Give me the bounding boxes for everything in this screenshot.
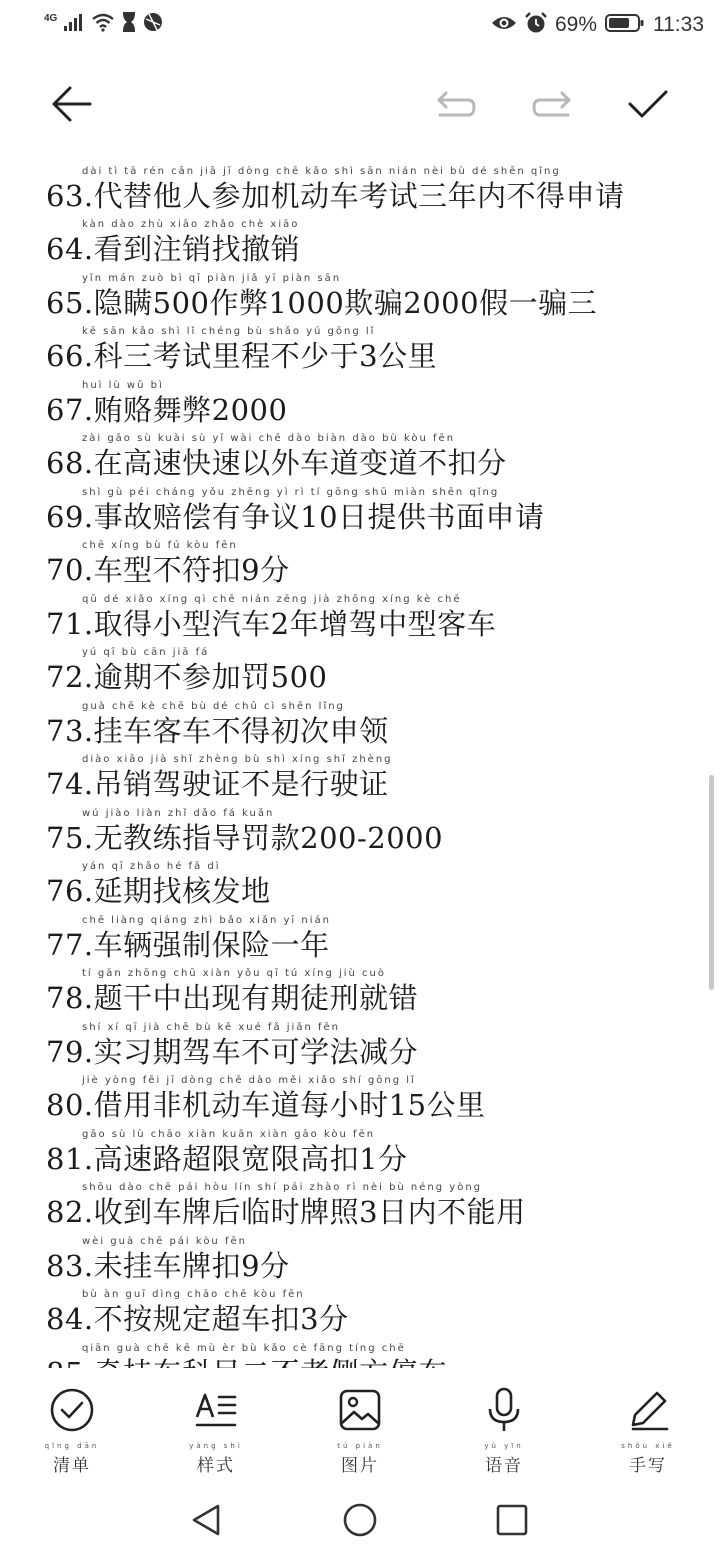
list-item[interactable] [46, 752, 393, 802]
status-left [44, 12, 163, 36]
nav-home-circle-icon [342, 1502, 378, 1542]
eye-icon [491, 14, 517, 36]
nav-back-button[interactable] [184, 1500, 228, 1544]
note-line-text: 65.隐瞒500作弊1000欺骗2000假一骗三 [46, 286, 598, 320]
pinyin-annotation: bù àn guī dìng chāo chē kòu fēn [82, 1289, 305, 1300]
list-item[interactable] [46, 485, 545, 535]
list-item[interactable] [46, 1127, 408, 1177]
text-style-icon [192, 1386, 240, 1434]
note-line-text: 64.看到注销找撤销 [46, 232, 301, 266]
pinyin-annotation: tí gān zhōng chū xiàn yǒu qī tú xíng jiù cuò [82, 968, 387, 979]
image-button[interactable] [305, 1386, 415, 1476]
pinyin-annotation: shōu dào chē pái hòu lín shí pái zhào rì nèi bù néng yòng [82, 1182, 483, 1193]
redo-icon [530, 87, 574, 125]
style-button[interactable] [161, 1386, 271, 1476]
arrow-left-icon [50, 84, 94, 128]
nav-back-triangle-icon [188, 1502, 224, 1542]
back-button[interactable] [48, 82, 96, 130]
list-item[interactable] [46, 592, 496, 642]
pinyin-annotation: gāo sù lù chāo xiàn kuān xiàn gāo kòu fēn [82, 1129, 376, 1140]
scrollbar[interactable] [709, 775, 714, 990]
note-line-text: 70.车型不符扣9分 [46, 553, 290, 587]
note-line-text: 84.不按规定超车扣3分 [46, 1302, 349, 1336]
pinyin-annotation: guà chē kè chē bù dé chū cì shēn lǐng [82, 701, 345, 712]
list-item[interactable] [46, 538, 290, 588]
note-line-text: 80.借用非机动车道每小时15公里 [46, 1088, 486, 1122]
done-button[interactable] [624, 82, 672, 130]
status-right [491, 12, 704, 38]
alarm-icon [525, 12, 547, 38]
editor-toolbar [0, 70, 720, 142]
pinyin-annotation: chē liàng qiáng zhì bǎo xiǎn yī nián [82, 915, 331, 926]
battery-icon [605, 13, 645, 37]
hourglass-icon [121, 12, 137, 36]
image-label: 图片 [341, 1456, 379, 1476]
note-line-text: 82.收到车牌后临时牌照3日内不能用 [46, 1195, 526, 1229]
note-line-text: 69.事故赔偿有争议10日提供书面申请 [46, 500, 545, 534]
list-item[interactable] [46, 164, 625, 214]
nav-recents-square-icon [494, 1502, 530, 1542]
note-line-text: 76.延期找核发地 [46, 874, 271, 908]
microphone-icon [480, 1386, 528, 1434]
list-item[interactable] [46, 1020, 418, 1070]
note-line-text: 71.取得小型汽车2年增驾中型客车 [46, 607, 497, 641]
check-icon [626, 86, 670, 126]
undo-button[interactable] [432, 82, 480, 130]
handwriting-label: 手写 [629, 1456, 667, 1476]
battery-percent: 69% [554, 13, 597, 36]
image-pinyin: tú piàn [337, 1442, 383, 1450]
note-line-text: 73.挂车客车不得初次申领 [46, 714, 389, 748]
network-type: 4G [44, 12, 58, 24]
note-line-text: 81.高速路超限宽限高扣1分 [46, 1142, 408, 1176]
list-item[interactable] [46, 1073, 486, 1123]
checklist-button[interactable] [17, 1386, 127, 1476]
pinyin-annotation: kàn dào zhù xiāo zhǎo chè xiāo [82, 219, 300, 230]
nav-home-button[interactable] [338, 1500, 382, 1544]
checklist-icon [48, 1386, 96, 1434]
pen-icon [624, 1386, 672, 1434]
globe-icon [143, 12, 163, 36]
voice-label: 语音 [485, 1456, 523, 1476]
style-label: 样式 [197, 1456, 235, 1476]
note-line-text: 66.科三考试里程不少于3公里 [46, 339, 438, 373]
list-item[interactable] [46, 431, 507, 481]
pinyin-annotation: yǐn mán zuò bì qī piàn jiǎ yī piàn sān [82, 273, 342, 284]
status-bar [0, 0, 720, 52]
pinyin-annotation: shí xí qī jià chē bù kě xué fǎ jiǎn fēn [82, 1022, 340, 1033]
list-item[interactable] [46, 217, 300, 267]
list-item[interactable] [46, 859, 271, 909]
list-item[interactable] [46, 271, 597, 321]
list-item[interactable] [46, 324, 437, 374]
pinyin-annotation: yú qī bù cān jiā fá [82, 647, 210, 658]
note-line-text: 83.未挂车牌扣9分 [46, 1249, 290, 1283]
pinyin-annotation: huì lù wǔ bì [82, 380, 164, 391]
pinyin-annotation: kē sān kǎo shì lǐ chéng bù shǎo yú gōng lǐ [82, 326, 376, 337]
list-item[interactable] [46, 699, 389, 749]
pinyin-annotation: qiān guà chē kē mù èr bù kǎo cè fāng tíng chē [82, 1343, 406, 1354]
list-item[interactable] [46, 913, 330, 963]
note-line-text: 67.贿赂舞弊2000 [46, 393, 288, 427]
note-line-text: 75.无教练指导罚款200-2000 [46, 821, 444, 855]
list-item[interactable] [46, 1180, 526, 1230]
clock: 11:33 [653, 13, 704, 36]
checklist-label: 清单 [53, 1456, 91, 1476]
pinyin-annotation: qǔ dé xiǎo xíng qì chē nián zēng jià zhōng xíng kè chē [82, 594, 462, 605]
voice-pinyin: yǔ yīn [484, 1442, 524, 1450]
pinyin-annotation: wú jiào liàn zhǐ dǎo fá kuǎn [82, 808, 275, 819]
list-item[interactable] [46, 645, 327, 695]
signal-icon [63, 12, 85, 36]
pinyin-annotation: wèi guà chē pái kòu fēn [82, 1236, 247, 1247]
handwriting-button[interactable] [593, 1386, 703, 1476]
system-nav-bar [0, 1480, 720, 1560]
list-item[interactable] [46, 1287, 349, 1337]
note-line-text: 72.逾期不参加罚500 [46, 660, 328, 694]
nav-recents-button[interactable] [490, 1500, 534, 1544]
note-line-text: 79.实习期驾车不可学法减分 [46, 1035, 419, 1069]
note-content[interactable] [0, 160, 720, 1368]
list-item[interactable] [46, 378, 287, 428]
pinyin-annotation: jiè yòng fēi jī dòng chē dào měi xiǎo shí gōng lǐ [82, 1075, 416, 1086]
pinyin-annotation: yán qī zhǎo hé fā dì [82, 861, 221, 872]
pinyin-annotation: shì gù péi cháng yǒu zhēng yì rì tí gōng shū miàn shēn qǐng [82, 487, 500, 498]
pinyin-annotation: zài gāo sù kuài sù yǐ wài chē dào biàn dào bù kòu fēn [82, 433, 456, 444]
voice-button[interactable] [449, 1386, 559, 1476]
note-line-text: 74.吊销驾驶证不是行驶证 [46, 767, 389, 801]
pinyin-annotation: dài tì tā rén cān jiā jī dòng chē kǎo shì sān nián nèi bù dé shēn qǐng [82, 166, 561, 177]
note-line-text: 78.题干中出现有期徒刑就错 [46, 981, 419, 1015]
list-item[interactable] [46, 1234, 290, 1284]
bottom-toolbar [0, 1368, 720, 1478]
wifi-icon [91, 12, 115, 36]
pinyin-annotation: chē xíng bù fú kòu fēn [82, 540, 238, 551]
note-line-text: 63.代替他人参加机动车考试三年内不得申请 [46, 179, 625, 213]
note-line-text: 77.车辆强制保险一年 [46, 928, 330, 962]
redo-button[interactable] [528, 82, 576, 130]
note-line-text: 68.在高速快速以外车道变道不扣分 [46, 446, 507, 480]
handwriting-pinyin: shǒu xiě [621, 1442, 675, 1450]
style-pinyin: yàng shì [189, 1442, 243, 1450]
pinyin-annotation: diào xiāo jià shǐ zhèng bù shì xíng shǐ zhèng [82, 754, 393, 765]
undo-icon [434, 87, 478, 125]
list-item[interactable] [46, 966, 418, 1016]
image-icon [336, 1386, 384, 1434]
checklist-pinyin: qīng dān [44, 1442, 100, 1450]
list-item[interactable] [46, 806, 443, 856]
